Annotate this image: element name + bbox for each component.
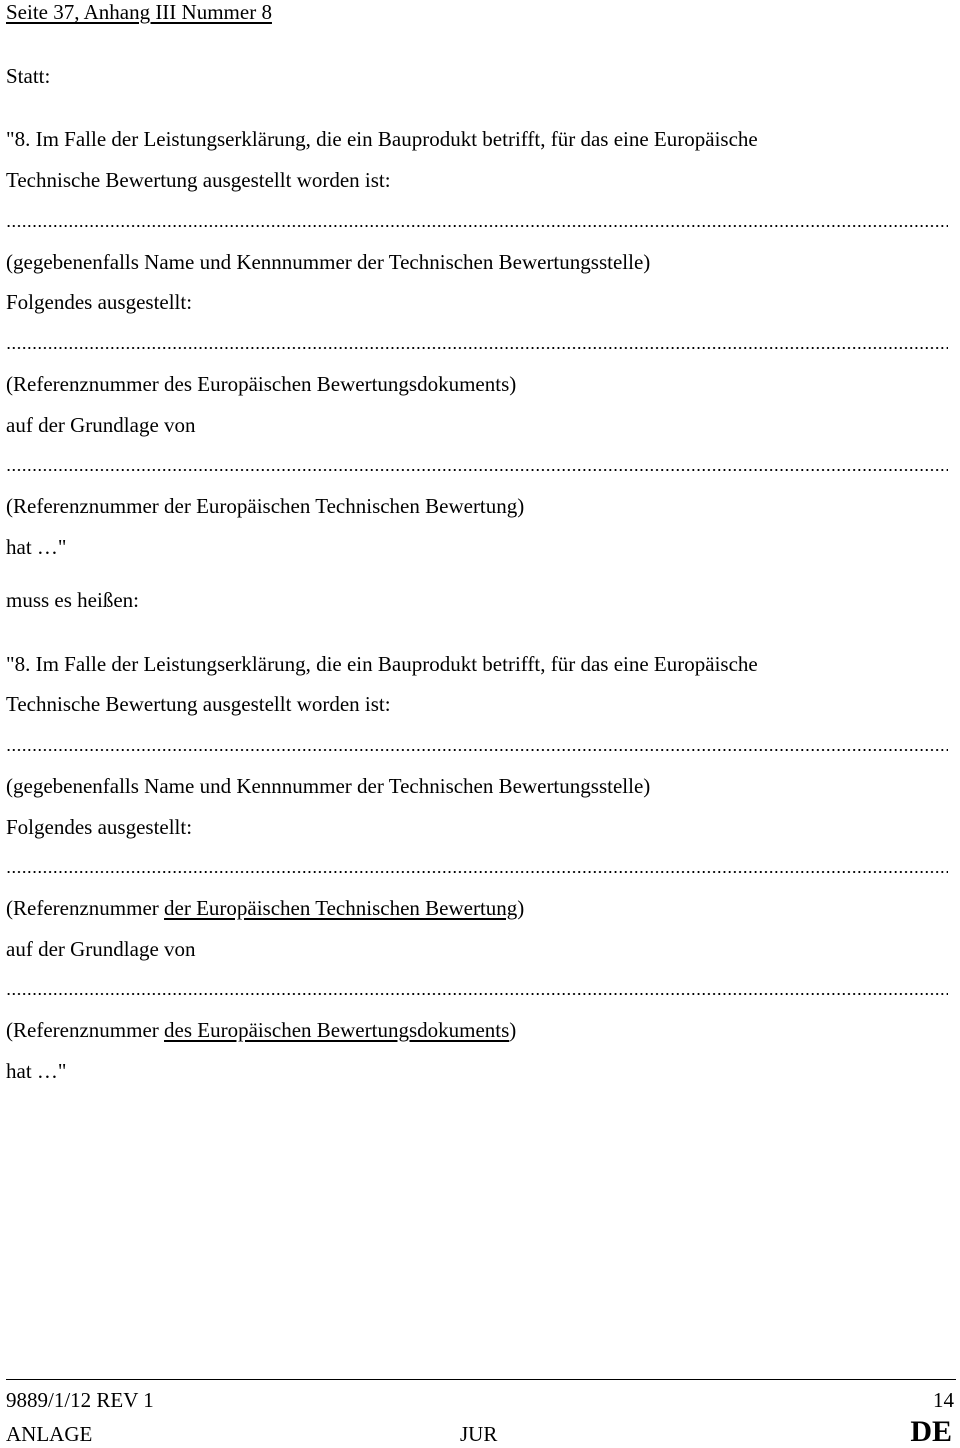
note-suffix: )	[509, 1018, 517, 1042]
doc-number: 9889/1/12 REV 1	[6, 1388, 154, 1412]
original-intro-line1: "8. Im Falle der Leistungserklärung, die ein Bauprodukt betrifft, für das eine Europäische	[6, 127, 758, 151]
original-folgendes: Folgendes ausgestellt:	[6, 290, 193, 314]
corrected-folgendes: Folgendes ausgestellt:	[6, 815, 193, 839]
corrected-note-1: (gegebenenfalls Name und Kennnummer der Technischen Bewertungsstelle)	[6, 774, 651, 798]
note-suffix: )	[517, 896, 525, 920]
dotted-fill-line	[6, 346, 948, 350]
original-intro-line2: Technische Bewertung ausgestellt worden ist:	[6, 168, 391, 192]
footer-rule	[6, 1379, 956, 1380]
original-note-3: (Referenznummer der Europäischen Technischen Bewertung)	[6, 494, 525, 518]
note-prefix: (Referenznummer	[6, 896, 165, 920]
dotted-fill-line	[6, 224, 948, 228]
corrected-grundlage: auf der Grundlage von	[6, 937, 196, 961]
page-number: 14	[933, 1388, 954, 1412]
dotted-fill-line	[6, 748, 948, 752]
original-note-2: (Referenznummer des Europäischen Bewertungsdokuments)	[6, 372, 517, 396]
muss-label: muss es heißen:	[6, 588, 139, 612]
dotted-fill-line	[6, 468, 948, 472]
corrected-note-3	[6, 1018, 516, 1042]
language-code: DE	[910, 1415, 952, 1448]
original-note-1: (gegebenenfalls Name und Kennnummer der Technischen Bewertungsstelle)	[6, 250, 651, 274]
corrected-hat: hat …"	[6, 1059, 67, 1083]
amended-text: der Europäischen Technischen Bewertung	[164, 896, 518, 920]
original-grundlage: auf der Grundlage von	[6, 413, 196, 437]
annex-label: ANLAGE	[6, 1422, 93, 1446]
corrected-intro-line2: Technische Bewertung ausgestellt worden ist:	[6, 692, 391, 716]
corrected-intro-line1: "8. Im Falle der Leistungserklärung, die ein Bauprodukt betrifft, für das eine Europäische	[6, 652, 758, 676]
statt-label: Statt:	[6, 64, 51, 88]
page-reference: Seite 37, Anhang III Nummer 8	[6, 0, 272, 24]
dotted-fill-line	[6, 870, 948, 874]
note-prefix: (Referenznummer	[6, 1018, 165, 1042]
corrected-note-2	[6, 896, 524, 920]
original-hat: hat …"	[6, 535, 67, 559]
department-code: JUR	[460, 1422, 498, 1446]
dotted-fill-line	[6, 992, 948, 996]
amended-text: des Europäischen Bewertungsdokuments	[164, 1018, 510, 1042]
